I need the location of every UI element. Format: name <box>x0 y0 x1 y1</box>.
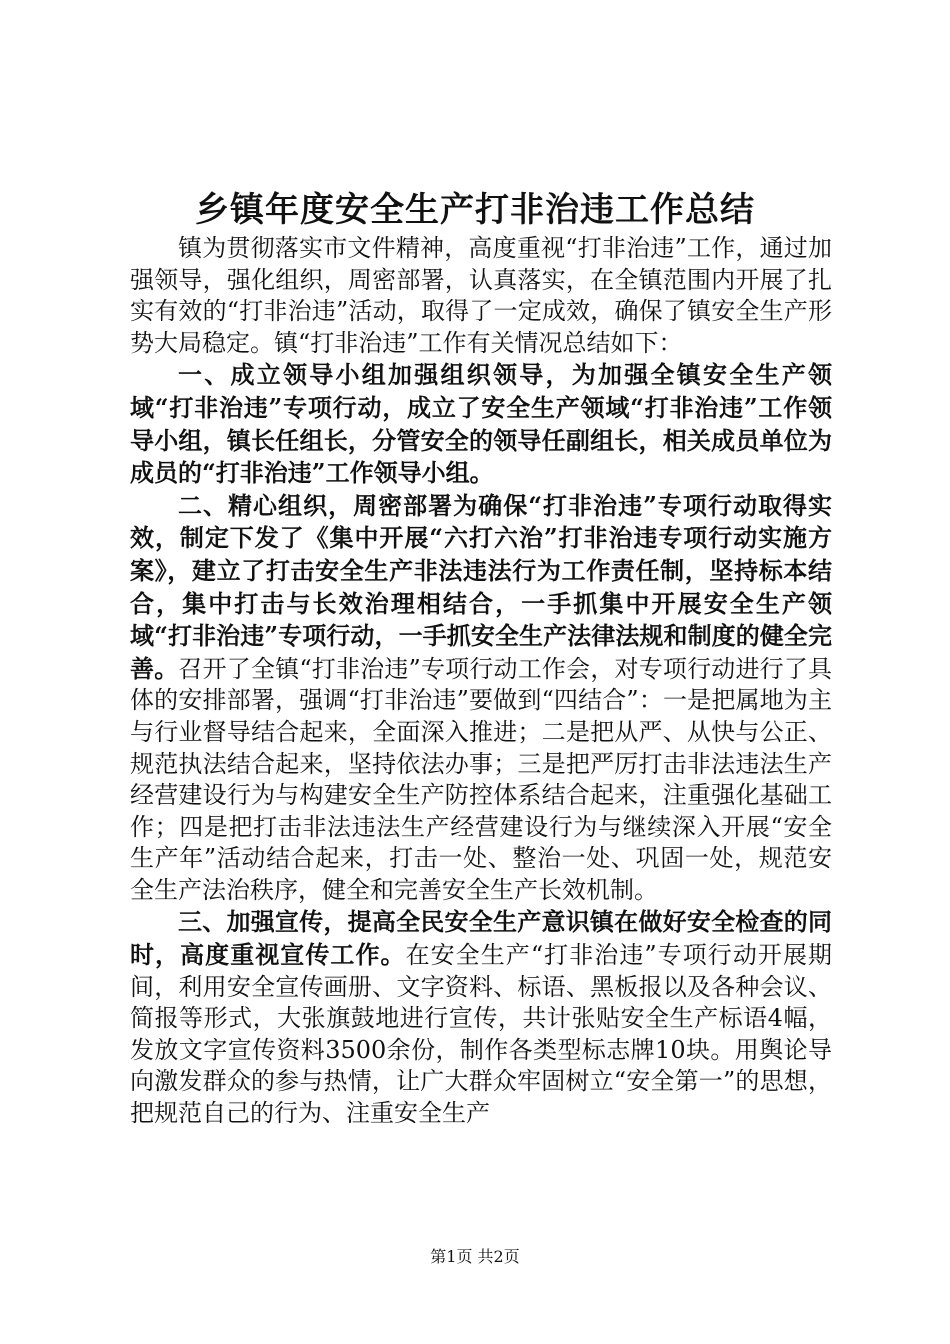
paragraph-section-2 <box>130 490 832 907</box>
paragraph-text: 在安全生产“打非治违”专项行动开展期间，利用安全宣传画册、文字资料、标语、黑板报以及各种会议、简报等形式，大张旗鼓地进行宣传，共计张贴安全生产标语4幅，发放文字宣传资料3500余份，制作各类型标志牌10块。用舆论导向激发群众的参与热情，让广大群众牢固树立“安全第一”的思想，把规范自己的行为、注重安全生产 <box>130 941 832 1128</box>
document-title: 乡镇年度安全生产打非治违工作总结 <box>195 190 755 230</box>
paragraph-intro <box>130 232 832 359</box>
paragraph-heading: 三、加强宣传，提高全民安全生产意识镇在做好安全检查的同时，高度重视宣传工作。 <box>130 907 832 970</box>
document-body <box>130 232 832 1130</box>
paragraph-text: 召开了全镇“打非治违”专项行动工作会，对专项行动进行了具体的安排部署，强调“打非治违”要做到“四结合”：一是把属地为主与行业督导结合起来，全面深入推进；二是把从严、从快与公正、规范执法结合起来，坚持依法办事；三是把严厉打击非法违法生产经营建设行为与构建安全生产防控体系结合起来，注重强化基础工作；四是把打击非法违法生产经营建设行为与继续深入开展“安全生产年”活动结合起来，打击一处、整治一处、巩固一处，规范安全生产法治秩序，健全和完善安全生产长效机制。 <box>130 654 833 904</box>
page-footer: 第1页 共2页 <box>430 1247 520 1266</box>
paragraph-heading: 二、精心组织，周密部署为确保“打非治违”专项行动取得实效，制定下发了《集中开展“六打六治”打非治违专项行动实施方案》，建立了打击安全生产非法违法行为工作责任制，坚持标本结合，集中打击与长效治理相结合，一手抓集中开展安全生产领域“打非治违”专项行动，一手抓安全生产法律法规和制度的健全完善。 <box>130 490 832 683</box>
paragraph-section-3 <box>130 906 832 1129</box>
paragraph-section-1 <box>130 359 832 489</box>
paragraph-heading: 一、成立领导小组加强组织领导，为加强全镇安全生产领域“打非治违”专项行动，成立了安全生产领域“打非治违”工作领导小组，镇长任组长，分管安全的领导任副组长，相关成员单位为成员的“打非治违”工作领导小组。 <box>130 360 832 488</box>
paragraph-text: 镇为贯彻落实市文件精神，高度重视“打非治违”工作，通过加强领导，强化组织，周密部署，认真落实，在全镇范围内开展了扎实有效的“打非治违”活动，取得了一定成效，确保了镇安全生产形势大局稳定。镇“打非治违”工作有关情况总结如下： <box>130 234 832 357</box>
